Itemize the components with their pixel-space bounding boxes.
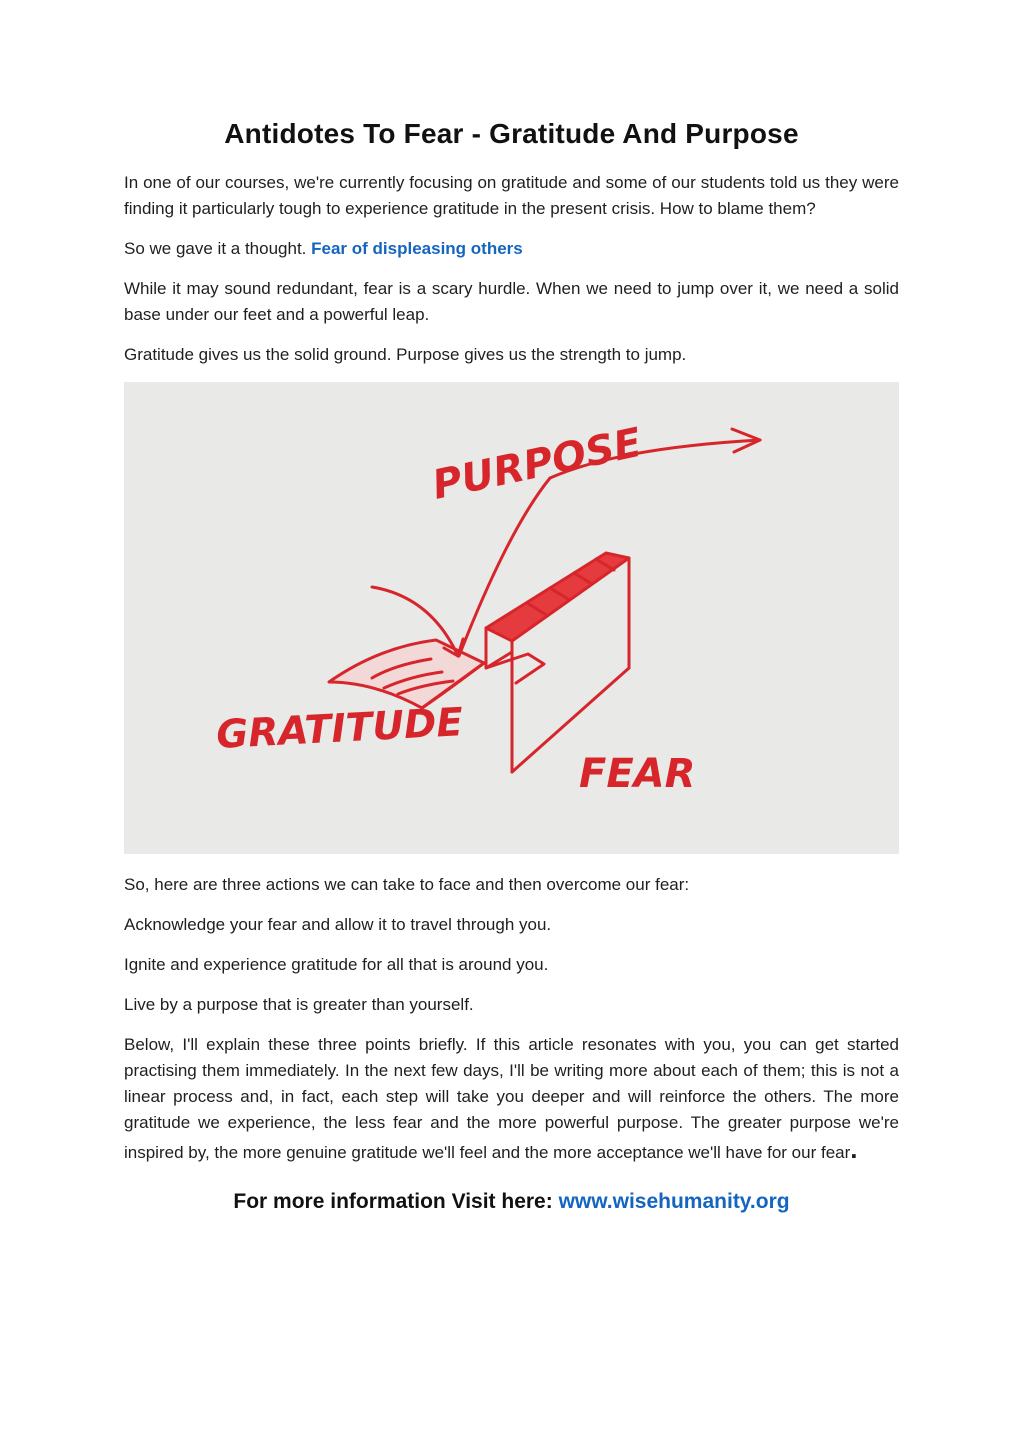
purpose-label: PURPOSE xyxy=(428,419,646,509)
hurdle-paragraph: While it may sound redundant, fear is a scary hurdle. When we need to jump over it, we need a solid base under our feet and a powerful leap. xyxy=(124,279,899,324)
thought-paragraph xyxy=(124,236,899,262)
action-three: Live by a purpose that is greater than yourself. xyxy=(124,995,474,1014)
explanation-body: Below, I'll explain these three points briefly. If this article resonates with you, you can get started practising them immediately. In the next few days, I'll be writing more about each of them; this is not a linear process and, in fact, each step will take you deeper and will reinforce the others. The more gratitude we experience, the less fear and the more powerful purpose. The greater purpose we're inspired by, the more genuine gratitude we'll feel and the more xyxy=(124,1035,899,1162)
actions-intro: So, here are three actions we can take to face and then overcome our fear: xyxy=(124,875,690,894)
ground-paragraph: Gratitude gives us the solid ground. Purpose gives us the strength to jump. xyxy=(124,345,687,364)
document-page xyxy=(124,118,899,1214)
gratitude-label: GRATITUDE xyxy=(215,700,465,758)
thought-text: So we gave it a thought. xyxy=(124,239,307,258)
explanation-period: . xyxy=(850,1134,858,1164)
intro-paragraph: In one of our courses, we're currently focusing on gratitude and some of our students told us they were finding it particularly tough to experience gratitude in the present crisis. How to blame them? xyxy=(124,173,899,218)
gratitude-purpose-fear-illustration xyxy=(124,382,899,854)
fear-label: FEAR xyxy=(579,751,696,797)
page-title: Antidotes To Fear - Gratitude And Purpose xyxy=(224,118,799,149)
hand-drawn-sketch xyxy=(124,382,899,854)
explanation-end: acceptance we'll have for our fear xyxy=(596,1143,851,1162)
footer-text: For more information Visit here: xyxy=(233,1190,553,1213)
action-two: Ignite and experience gratitude for all that is around you. xyxy=(124,955,549,974)
website-link[interactable]: www.wisehumanity.org xyxy=(558,1190,790,1213)
fear-of-displeasing-link[interactable]: Fear of displeasing others xyxy=(311,239,523,258)
explanation-paragraph xyxy=(124,1032,899,1166)
action-one: Acknowledge your fear and allow it to travel through you. xyxy=(124,915,552,934)
footer-info xyxy=(124,1190,899,1214)
explanation-final-line xyxy=(596,1134,858,1164)
